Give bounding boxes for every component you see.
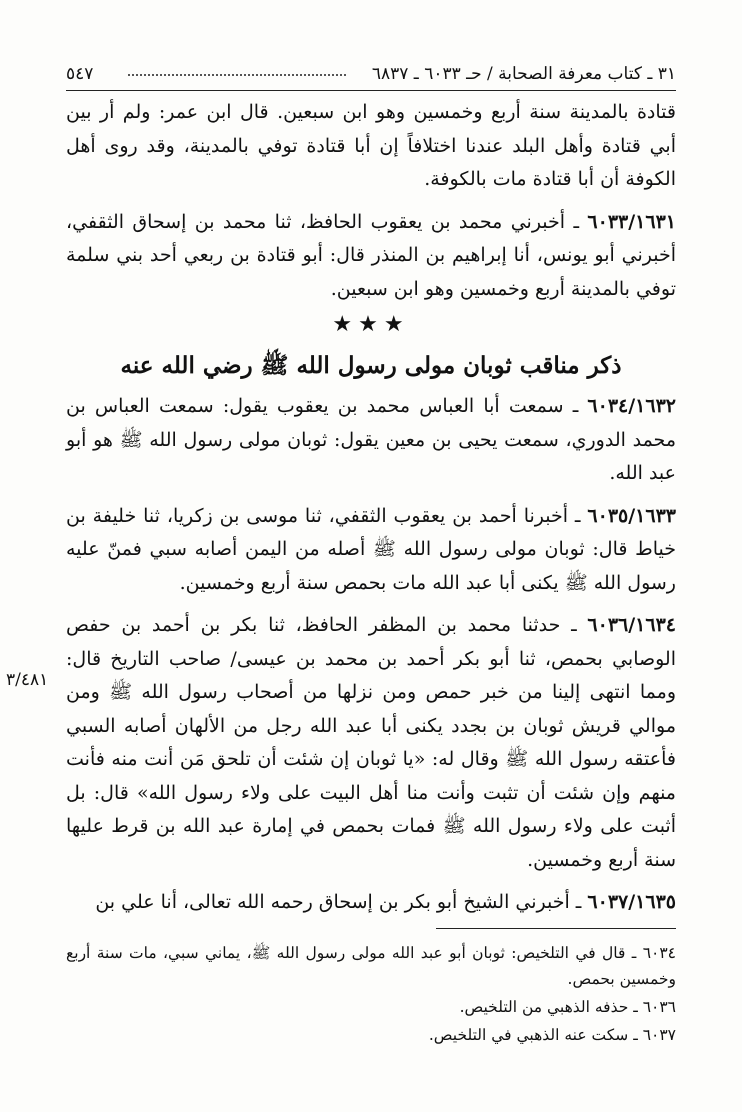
footnote-rule [436, 928, 676, 929]
footnote: ٦٠٣٦ ـ حذفه الذهبي من التلخيص. [459, 998, 676, 1016]
hadith-6035 [66, 500, 676, 601]
header-title: ٣١ ـ كتاب معرفة الصحابة / حـ ٦٠٣٣ ـ ٦٨٣٧ [371, 64, 676, 84]
paragraph-continuation: قتادة بالمدينة سنة أربع وخمسين وهو ابن سبعين. قال ابن عمر: ولم أر بين أبي قتادة وأهل البلد عندنا اختلافاً إن أبا قتادة توفي بالمدينة، وقد روى أهل الكوفة أن أبا قتادة مات بالكوفة. [66, 101, 676, 190]
hadith-text: ـ حدثنا محمد بن المظفر الحافظ، ثنا بكر بن أحمد بن حفص الوصابي بحمص، ثنا أبو بكر أحمد بن محمد بن عيسى/ صاحب التاريخ قال: ومما انتهى إلينا من خبر حمص ومن نزلها من أصحاب رسول الله ﷺ ومن موالي قريش ثوبان بن بجدد يكنى أبا عبد الله رجل من الألهان أصابه السبي فأعتقه رسول الله ﷺ وقال له: «يا ثوبان إن شئت أن تلحق مَن أنت منه فأنت منهم وإن شئت أن تثبت وأنت منا أهل البيت على ولاء رسول الله» قال: بل أثبت على ولاء رسول الله ﷺ فمات بحمص في إمارة عبد الله بن قرط عليها سنة أربع وخمسين. [66, 614, 676, 871]
main-text [66, 96, 676, 920]
hadith-number: ٦٠٣٣/١٦٣١ [587, 210, 676, 233]
hadith-number: ٦٠٣٦/١٦٣٤ [587, 614, 676, 636]
hadith-text: ـ أخبرني الشيخ أبو بكر بن إسحاق رحمه الله تعالى، أنا علي بن [95, 891, 588, 913]
hadith-text: ـ أخبرنا أحمد بن يعقوب الثقفي، ثنا موسى بن زكريا، ثنا خليفة بن خياط قال: ثوبان مولى رسول الله ﷺ أصله من اليمن أصابه سبي فمنّ عليه رسول الله ﷺ يكنى أبا عبد الله مات بحمص سنة أربع وخمسين. [66, 504, 676, 594]
hadith-6033 [66, 206, 676, 307]
footnote: ٦٠٣٧ ـ سكت عنه الذهبي في التلخيص. [428, 1026, 676, 1044]
hadith-number: ٦٠٣٤/١٦٣٢ [587, 395, 676, 417]
section-divider-stars: ★★★ [332, 312, 410, 337]
hadith-number: ٦٠٣٥/١٦٣٣ [587, 504, 676, 527]
hadith-text: ـ أخبرني محمد بن يعقوب الحافظ، ثنا محمد بن إسحاق الثقفي، أخبرني أبو يونس، أنا إبراهيم بن المنذر قال: أبو قتادة بن ربعي أحد بني سلمة توفي بالمدينة أربع وخمسين وهو ابن سبعين. [66, 210, 676, 300]
manuscript-folio-reference: ٣/٤٨١ [6, 670, 49, 690]
hadith-6036 [66, 609, 676, 877]
page-number: ٥٤٧ [66, 64, 94, 84]
hadith-6034 [66, 390, 676, 491]
hadith-number: ٦٠٣٧/١٦٣٥ [587, 891, 676, 913]
running-header [66, 62, 676, 91]
footnotes [66, 940, 676, 1050]
footnote: ٦٠٣٤ ـ قال في التلخيص: ثوبان أبو عبد الله مولى رسول الله ﷺ، يماني سبي، مات سنة أربع وخمسين بحمص. [66, 944, 676, 988]
hadith-6037 [66, 886, 676, 920]
hadith-text: ـ سمعت أبا العباس محمد بن يعقوب يقول: سمعت العباس بن محمد الدوري، سمعت يحيى بن معين يقول: ثوبان مولى رسول الله ﷺ هو أبو عبد الله. [66, 395, 676, 484]
header-dot-leader [128, 74, 346, 76]
section-heading: ذكر مناقب ثوبان مولى رسول الله ﷺ رضي الله عنه [120, 352, 622, 379]
